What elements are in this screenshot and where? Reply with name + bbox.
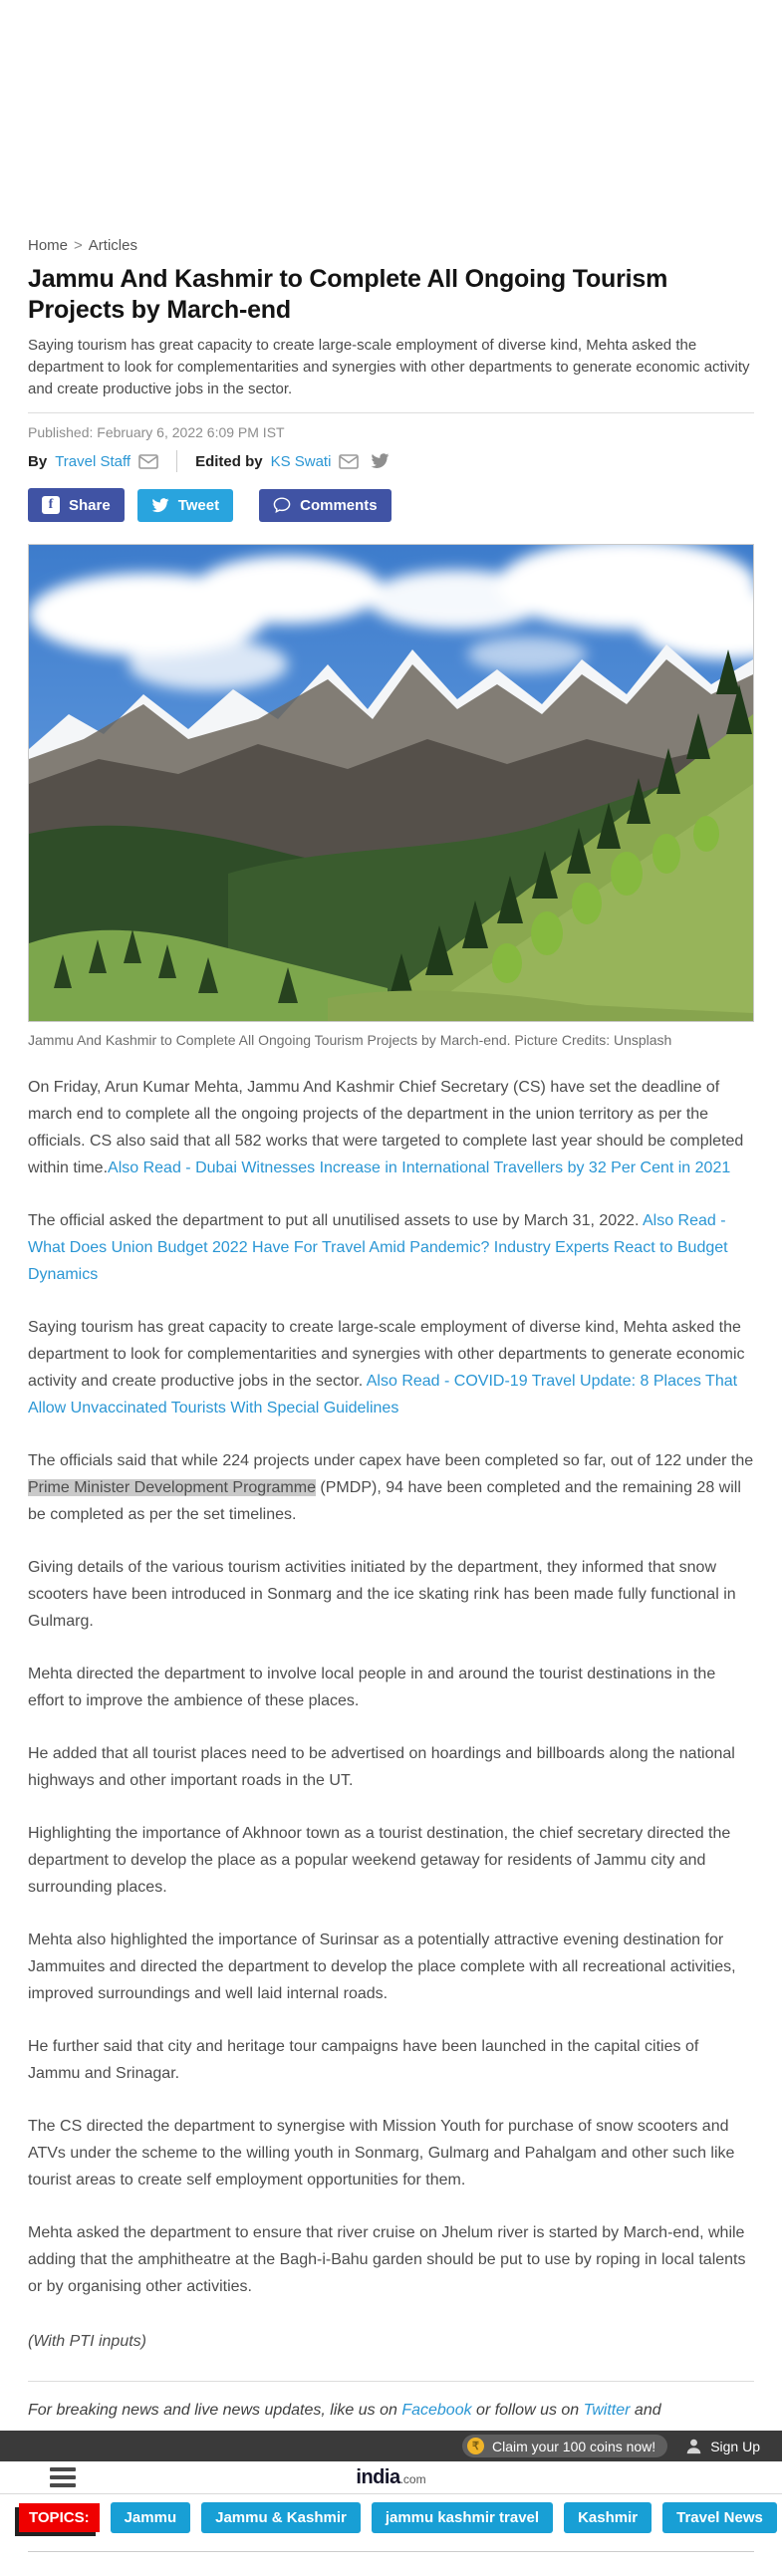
also-read-link[interactable]: Twitter [583, 2402, 631, 2419]
coin-icon: ₹ [467, 2438, 484, 2454]
tweet-button[interactable] [137, 489, 233, 522]
also-read-link[interactable]: Also Read - What Does Union Budget 2022 Have For Travel Amid Pandemic? Industry Experts React to Budget Dynamics [28, 1212, 728, 1283]
topic-button[interactable]: Travel News [662, 2502, 777, 2533]
page-title: Jammu And Kashmir to Complete All Ongoing Tourism Projects by March-end [28, 265, 668, 324]
site-header [0, 2461, 782, 2494]
site-logo[interactable]: india.com [356, 2465, 426, 2488]
image-caption: Jammu And Kashmir to Complete All Ongoing Tourism Projects by March-end. Picture Credits: Unsplash [28, 1032, 672, 1048]
breadcrumb-home-link[interactable]: Home [28, 237, 69, 254]
article-paragraph [28, 1207, 754, 1288]
article-body [28, 1074, 754, 2300]
menu-icon[interactable] [50, 2467, 76, 2487]
twitter-icon[interactable] [371, 453, 390, 469]
topic-button[interactable]: jammu kashmir travel [372, 2502, 553, 2533]
topics-label: TOPICS: [19, 2503, 100, 2532]
article-paragraph [28, 1447, 754, 1528]
footer-divider [28, 2381, 754, 2382]
paragraph-text: The officials said that while 224 projects under capex have been completed so far, out of 122 under the [28, 1452, 754, 1469]
highlighted-text: Prime Minister Development Programme [28, 1479, 316, 1496]
comments-button-label: Comments [300, 496, 378, 514]
topic-button[interactable]: Jammu & Kashmir [201, 2502, 361, 2533]
sign-up-button[interactable] [685, 2438, 760, 2454]
topics-list [111, 2502, 777, 2533]
paragraph-text: or follow us on [471, 2402, 584, 2419]
by-label: By [28, 452, 48, 470]
article-paragraph [28, 1554, 754, 1635]
bottom-divider [28, 2551, 754, 2552]
byline-divider [176, 450, 177, 472]
author-link[interactable]: Travel Staff [55, 452, 131, 470]
paragraph-text: Saying tourism has great capacity to create large-scale employment of diverse kind, Mehta asked the department to look for complementarities and synergies with other departments to generate economic activity and create productive jobs in the sector. [28, 1319, 745, 1390]
editor-link[interactable]: KS Swati [270, 452, 332, 470]
paragraph-text: Highlighting the importance of Akhnoor town as a tourist destination, the chief secretary directed the department to develop the place as a popular weekend getaway for residents of Jammu city and surrounding places. [28, 1825, 731, 1896]
article-paragraph [28, 1927, 754, 2007]
article-image [28, 544, 754, 1022]
claim-coins-label: Claim your 100 coins now! [492, 2438, 656, 2454]
user-icon [685, 2438, 702, 2454]
breadcrumb-articles-link[interactable]: Articles [88, 237, 137, 254]
edited-by-label: Edited by [195, 452, 263, 470]
pti-note: (With PTI inputs) [28, 2333, 146, 2350]
comment-icon [273, 497, 291, 513]
paragraph-text: He added that all tourist places need to be advertised on hoardings and billboards along the national highways and other important roads in the UT. [28, 1745, 735, 1789]
paragraph-text: Mehta also highlighted the importance of Surinsar as a potentially attractive evening destination for Jammuites and directed the department to develop the place complete with all recreational activities, improved surroundings and well laid internal roads. [28, 1932, 736, 2002]
article-paragraph [28, 1740, 754, 1794]
claim-coins-button[interactable] [462, 2435, 667, 2457]
paragraph-text: For breaking news and live news updates, like us on [28, 2402, 402, 2419]
tweet-button-label: Tweet [177, 496, 220, 514]
also-read-link[interactable]: Also Read - Dubai Witnesses Increase in International Travellers by 32 Per Cent in 2021 [108, 1159, 731, 1176]
email-icon[interactable] [339, 454, 359, 469]
article-paragraph [28, 2113, 754, 2193]
sign-up-label: Sign Up [710, 2438, 760, 2454]
paragraph-text: On Friday, Arun Kumar Mehta, Jammu And Kashmir Chief Secretary (CS) have set the deadline of march end to complete all the ongoing projects of the department in the union territory as per the officials. CS also said that all 582 works that were targeted to complete last year should be completed within time. [28, 1079, 744, 1176]
paragraph-text: He further said that city and heritage tour campaigns have been launched in the capital cities of Jammu and Srinagar. [28, 2038, 699, 2082]
published-timestamp: Published: February 6, 2022 6:09 PM IST [28, 424, 285, 440]
paragraph-text: Mehta directed the department to involve local people in and around the tourist destinations in the effort to improve the ambience of these places. [28, 1666, 716, 1709]
paragraph-text: and [630, 2402, 661, 2419]
comments-button[interactable] [259, 489, 391, 522]
paragraph-text: The CS directed the department to synergise with Mission Youth for purchase of snow scooters and ATVs under the scheme to the willing youth in Sonmarg, Gulmarg and Pahalgam and other such like tourist areas to create self employment opportunities for them. [28, 2118, 735, 2189]
paragraph-text: The official asked the department to put all unutilised assets to use by March 31, 2022. [28, 1212, 643, 1229]
topic-button[interactable]: Jammu [111, 2502, 191, 2533]
paragraph-text: Mehta asked the department to ensure that river cruise on Jhelum river is started by March-end, while adding that the amphitheatre at the Bagh-i-Bahu garden should be put to use by roping in local talents or by organising other activities. [28, 2224, 746, 2295]
twitter-icon [151, 498, 169, 513]
article-paragraph [28, 2219, 754, 2300]
topics-row [0, 2494, 782, 2543]
top-ad-space [0, 0, 782, 237]
paragraph-text: Giving details of the various tourism activities initiated by the department, they informed that snow scooters have been introduced in Sonmarg and the ice skating rink has been made fully functional in Gulmarg. [28, 1559, 736, 1630]
article-paragraph [28, 2033, 754, 2087]
share-buttons-row [28, 488, 754, 522]
paragraph-text: (PMDP), 94 have been completed and the remaining 28 will be completed as per the set timelines. [28, 1479, 741, 1523]
article-subtitle: Saying tourism has great capacity to create large-scale employment of diverse kind, Mehta asked the department to look for complementarities and synergies with other departments to generate economic activity and create productive jobs in the sector. [28, 337, 750, 397]
breadcrumb-separator: > [74, 237, 83, 254]
email-icon[interactable] [138, 454, 158, 469]
facebook-icon: f [42, 496, 60, 514]
article-paragraph [28, 1314, 754, 1421]
also-read-link[interactable]: Also Read - COVID-19 Travel Update: 8 Places That Allow Unvaccinated Tourists With Special Guidelines [28, 1373, 738, 1417]
divider [28, 412, 754, 413]
article-paragraph [28, 1820, 754, 1901]
byline [28, 450, 754, 472]
share-button-label: Share [69, 496, 111, 514]
share-facebook-button[interactable] [28, 488, 125, 522]
article-paragraph [28, 1661, 754, 1714]
article-paragraph [28, 1074, 754, 1181]
topic-button[interactable]: Kashmir [564, 2502, 652, 2533]
also-read-link[interactable]: Facebook [401, 2402, 472, 2419]
coins-banner [0, 2431, 782, 2461]
footer-note [0, 2398, 782, 2423]
breadcrumb [28, 237, 754, 254]
